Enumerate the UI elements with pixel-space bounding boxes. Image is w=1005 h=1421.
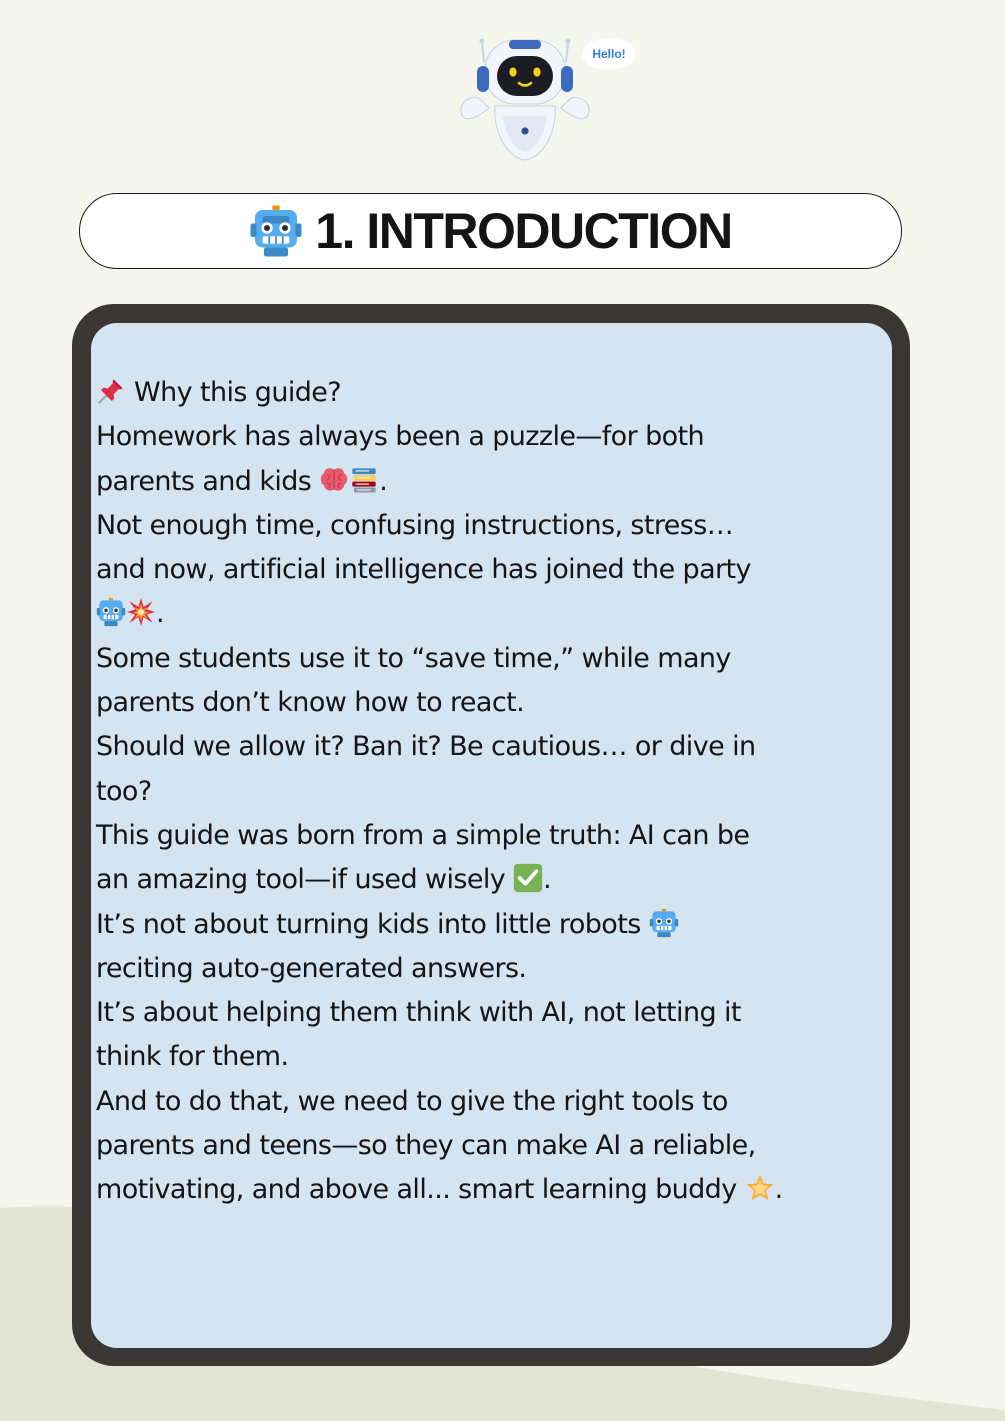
text-line bbox=[96, 592, 896, 636]
guide-heading: Why this guide? bbox=[133, 377, 342, 408]
text-segment: parents and kids bbox=[96, 465, 320, 497]
books-icon bbox=[349, 465, 379, 495]
text-line: It’s about helping them think with AI, not letting it bbox=[96, 997, 741, 1029]
text-line: and now, artificial intelligence has joined the party bbox=[96, 554, 751, 586]
text-line: This guide was born from a simple truth: AI can be bbox=[96, 819, 750, 851]
brain-icon bbox=[319, 465, 349, 495]
text-line: Not enough time, confusing instructions, stress… bbox=[96, 509, 734, 541]
text-line: And to do that, we need to give the right tools to bbox=[96, 1085, 728, 1117]
robot-face-icon bbox=[249, 204, 303, 258]
text-line: Some students use it to “save time,” while many bbox=[96, 642, 731, 674]
text-line bbox=[96, 460, 896, 504]
text-line: too? bbox=[96, 775, 152, 807]
intro-text bbox=[96, 371, 896, 1213]
collision-icon bbox=[126, 597, 156, 627]
text-line: Should we allow it? Ban it? Be cautious… or dive in bbox=[96, 731, 756, 763]
section-title: 1. INTRODUCTION bbox=[315, 203, 732, 259]
section-title-banner bbox=[79, 193, 902, 269]
text-segment: . bbox=[156, 598, 164, 630]
robot-face-icon bbox=[96, 597, 126, 627]
robot-mascot-illustration bbox=[455, 36, 645, 166]
text-line bbox=[96, 903, 896, 947]
text-line bbox=[96, 858, 896, 902]
hello-bubble-text: Hello! bbox=[592, 47, 626, 61]
text-line: reciting auto-generated answers. bbox=[96, 952, 527, 984]
pushpin-icon bbox=[96, 376, 126, 406]
text-line: think for them. bbox=[96, 1041, 289, 1073]
text-segment: . bbox=[774, 1174, 783, 1206]
star-icon bbox=[745, 1173, 775, 1203]
text-line bbox=[96, 1168, 896, 1212]
check-mark-icon bbox=[513, 863, 543, 893]
robot-face-icon bbox=[649, 908, 679, 938]
text-segment: . bbox=[379, 465, 388, 497]
text-line: parents and teens—so they can make AI a reliable, bbox=[96, 1130, 756, 1162]
text-line bbox=[96, 371, 896, 415]
text-segment: an amazing tool—if used wisely bbox=[96, 864, 514, 896]
text-segment: . bbox=[543, 864, 552, 896]
text-line: parents don’t know how to react. bbox=[96, 687, 525, 719]
text-segment: It’s not about turning kids into little robots bbox=[96, 908, 649, 940]
text-line: Homework has always been a puzzle—for both bbox=[96, 421, 705, 453]
text-segment: motivating, and above all... smart learning buddy bbox=[96, 1174, 745, 1206]
